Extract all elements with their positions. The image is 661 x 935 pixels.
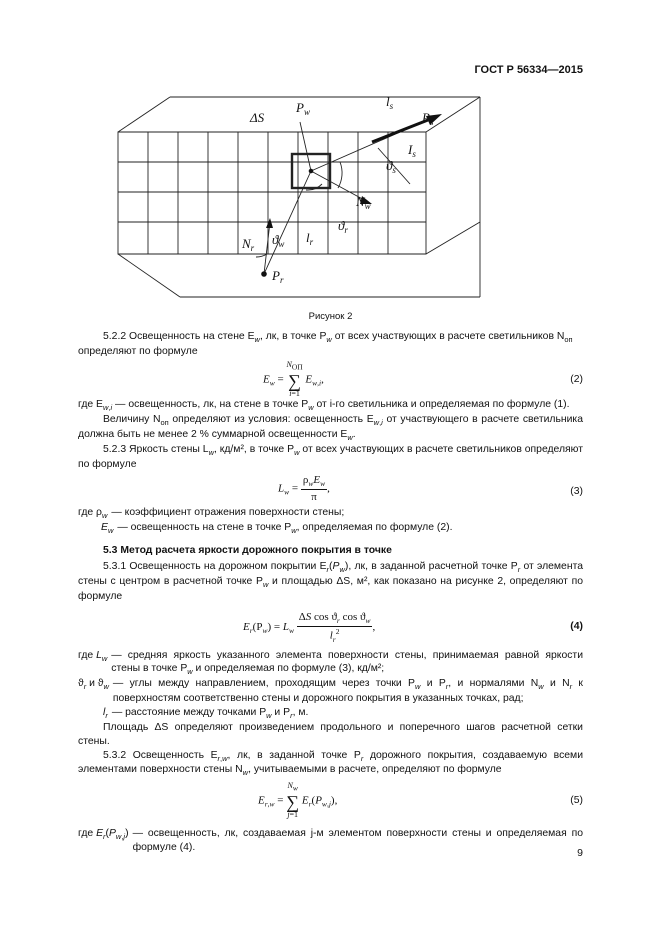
svg-text:Ps: $P_s$: [422, 110, 434, 127]
def-lw: где $L_w$ — средняя яркость указанного элемента поверхности стены, принимаемая равной яркости стены в точке $P_w$ и определяемая по формуле (3), кд/м²;: [78, 649, 583, 677]
figure-caption: Рисунок 2: [308, 311, 353, 322]
def-ewi: где $E_{w,i}$ — освещенность, лк, на стене в точке $P_w$ от i-го светильника и определяемая по формуле (1).: [78, 398, 570, 412]
svg-text:Is: $I_s$: [408, 142, 416, 159]
page-number: 9: [577, 847, 583, 859]
formula-number-4: (4): [570, 620, 583, 632]
is-arrow: [372, 120, 428, 142]
svg-text:ϑw: $ϑ_w$: [272, 232, 285, 249]
svg-text:Nw: $N_w$: [356, 194, 371, 211]
formula-number-5: (5): [570, 795, 583, 807]
formula-5: $E_{r,w} = N_w$ ∑ j=1 $E_r(P_{w,j})$, (5): [258, 781, 583, 820]
def-lr: $l_r$ — расстояние между точками $P_w$ и $P_r$, м.: [103, 707, 309, 721]
formula-number-2: (2): [570, 373, 583, 385]
paragraph-5-3-1: 5.3.1 Освещенность на дорожном покрытии $E_r(P_w)$, лк, в заданной расчетной точке $P_r$ от элемента стены с центром в расчетной точке $P_w$ и площадью ΔS, м², как показано на рисунке 2, определяют по формуле: [78, 560, 583, 602]
formula-4: $E_r(P_w) = L_w$ $\frac{\Delta S \cos ϑ_r \cos ϑ_w}{l_r^2}$ , (4): [243, 610, 583, 644]
svg-text:ϑs: $ϑ_s$: [386, 158, 396, 175]
paragraph-delta-s: Площадь ΔS определяют произведением продольного и поперечного шагов расчетной сетки стены.: [78, 722, 583, 747]
svg-text:Nr: $N_r$: [242, 236, 255, 253]
paragraph-nop: Величину $N_{оп}$ определяют из условия: освещенность $E_{w,i}$ от участвующего в расчете светильника должна быть не менее 2 % суммарной освещенности $E_w$.: [78, 413, 583, 442]
wall-road-diagram: [110, 92, 550, 302]
document-header: ГОСТ Р 56334—2015: [474, 64, 583, 76]
svg-text:ls: $l_s$: [386, 94, 394, 111]
def-angles: $ϑ_r$ и $ϑ_w$ — углы между направлением, проходящим через точки $P_w$ и $P_r$, и нормалями $N_w$ и $N_r$ к поверхностям соответственно стены и дорожного покрытия в указанных точках, рад;: [78, 678, 583, 705]
formula-2: $E_w = N_{ОП}$ ∑ i=1 $E_{w,i}$, (2): [263, 359, 583, 398]
svg-text:Pw: $P_w$: [296, 100, 310, 117]
formula-3: $L_w$ = $\frac{\rho_wE_w}{\pi}$ , (3): [278, 474, 583, 504]
label-delta-s: ΔS: [250, 110, 265, 125]
svg-text:ϑr: $ϑ_r$: [338, 218, 348, 235]
paragraph-5-3-2: 5.3.2 Освещенность $E_{r,w}$, лк, в заданной точке $P_r$ дорожного покрытия, создаваемую всеми элементами поверхности стены $N_w$, учитываемыми в расчете, определяют по формуле: [78, 749, 583, 778]
paragraph-5-2-3: 5.2.3 Яркость стены $L_w$, кд/м², в точке $P_w$ от всех участвующих в расчете светильников определяют по формуле: [78, 443, 584, 470]
document-body: 5.2.2 Освещенность на стене $E_w$, лк, в точке $P_w$ от всех участвующих в расчете светильников $N_{оп}$ определяют по формуле $E_w = N_{ОП}$ ∑ i=1 $E_{w,i}$, (2) где $E_{w,i}$ — освещенность, лк, на стене в точке $P_w$ от i-го светильника и определяемая по формуле (1). Величину $N_{оп}$ определяют из условия: освещенность $E_{w,i}$ от участвующего в расчете светильника должна быть не менее 2 % суммарной освещенности $E_w$. 5.2.3 Яркость стены $L_w$, кд/м², в точке $P_w$ от всех участвующих в расчете светильников определяют по формуле $L_w$ = $\frac{\rho_wE_w}{\pi}$ , (3) где $\rho_w$ — коэффициент отражения поверхности стены; $E_w$ — освещенность на стене в точке $P_w$, определяемая по формуле (2). 5.3 Метод расчета яркости дорожного покрытия в точке 5.3.1 Освещенность на дорожном покрытии $E_r(P_w)$, лк, в заданной расчетной точке $P_r$ от элемента стены с центром в расчетной точке $P_w$ и площадью ΔS, м², как показано на рисунке 2, определяют по формуле $E_r(P_w) = L_w$ $\frac{\Delta S \cos ϑ_r \cos ϑ_w}{l_r^2}$ , (4) где $L_w$ — средняя яркость указанного элемента поверхности стены, принимаемая равной яркости стены в точке $P_w$ и определяемая по формуле (3), кд/м²; $ϑ_r$ и $ϑ_w$ — углы между направлением, проходящим через точки $P_w$ и $P_r$, и нормалями $N_w$ и $N_r$ к поверхностям соответственно стены и дорожного покрытия в указанных точках, рад; $l_r$ — расстояние между точками $P_w$ и $P_r$, м. Площадь ΔS определяют произведением продольного и поперечного шагов расчетной сетки стены. 5.3.2 Освещенность $E_{r,w}$, лк, в заданной точке $P_r$ дорожного покрытия, создаваемую всеми элементами поверхности стены $N_w$, учитываемыми в расчете, определяют по формуле $E_{r,w} = N_w$ ∑ j=1 $E_r(P_{w,j})$, (5) где $E_r(P_{w,j})$ — освещенность, лк, создаваемая j-м элементом поверхности стены и определяемая по формуле (4).: [78, 331, 584, 854]
section-5-3-title: 5.3 Метод расчета яркости дорожного покрытия в точке: [103, 545, 392, 557]
formula-number-3: (3): [570, 486, 583, 498]
def-er: где $E_r(P_{w,j})$ — освещенность, лк, создаваемая j-м элементом поверхности стены и определяемая по формуле (4).: [78, 828, 583, 854]
figure-2: [110, 92, 550, 302]
paragraph-5-2-2: 5.2.2 Освещенность на стене $E_w$, лк, в точке $P_w$ от всех участвующих в расчете светильников $N_{оп}$: [103, 331, 573, 345]
svg-text:lr: $l_r$: [306, 230, 314, 247]
def-rho: где $\rho_w$ — коэффициент отражения поверхности стены;: [78, 507, 345, 521]
svg-text:Pr: $P_r$: [272, 268, 284, 285]
def-ew: $E_w$ — освещенность на стене в точке $P_w$, определяемая по формуле (2).: [101, 522, 453, 536]
